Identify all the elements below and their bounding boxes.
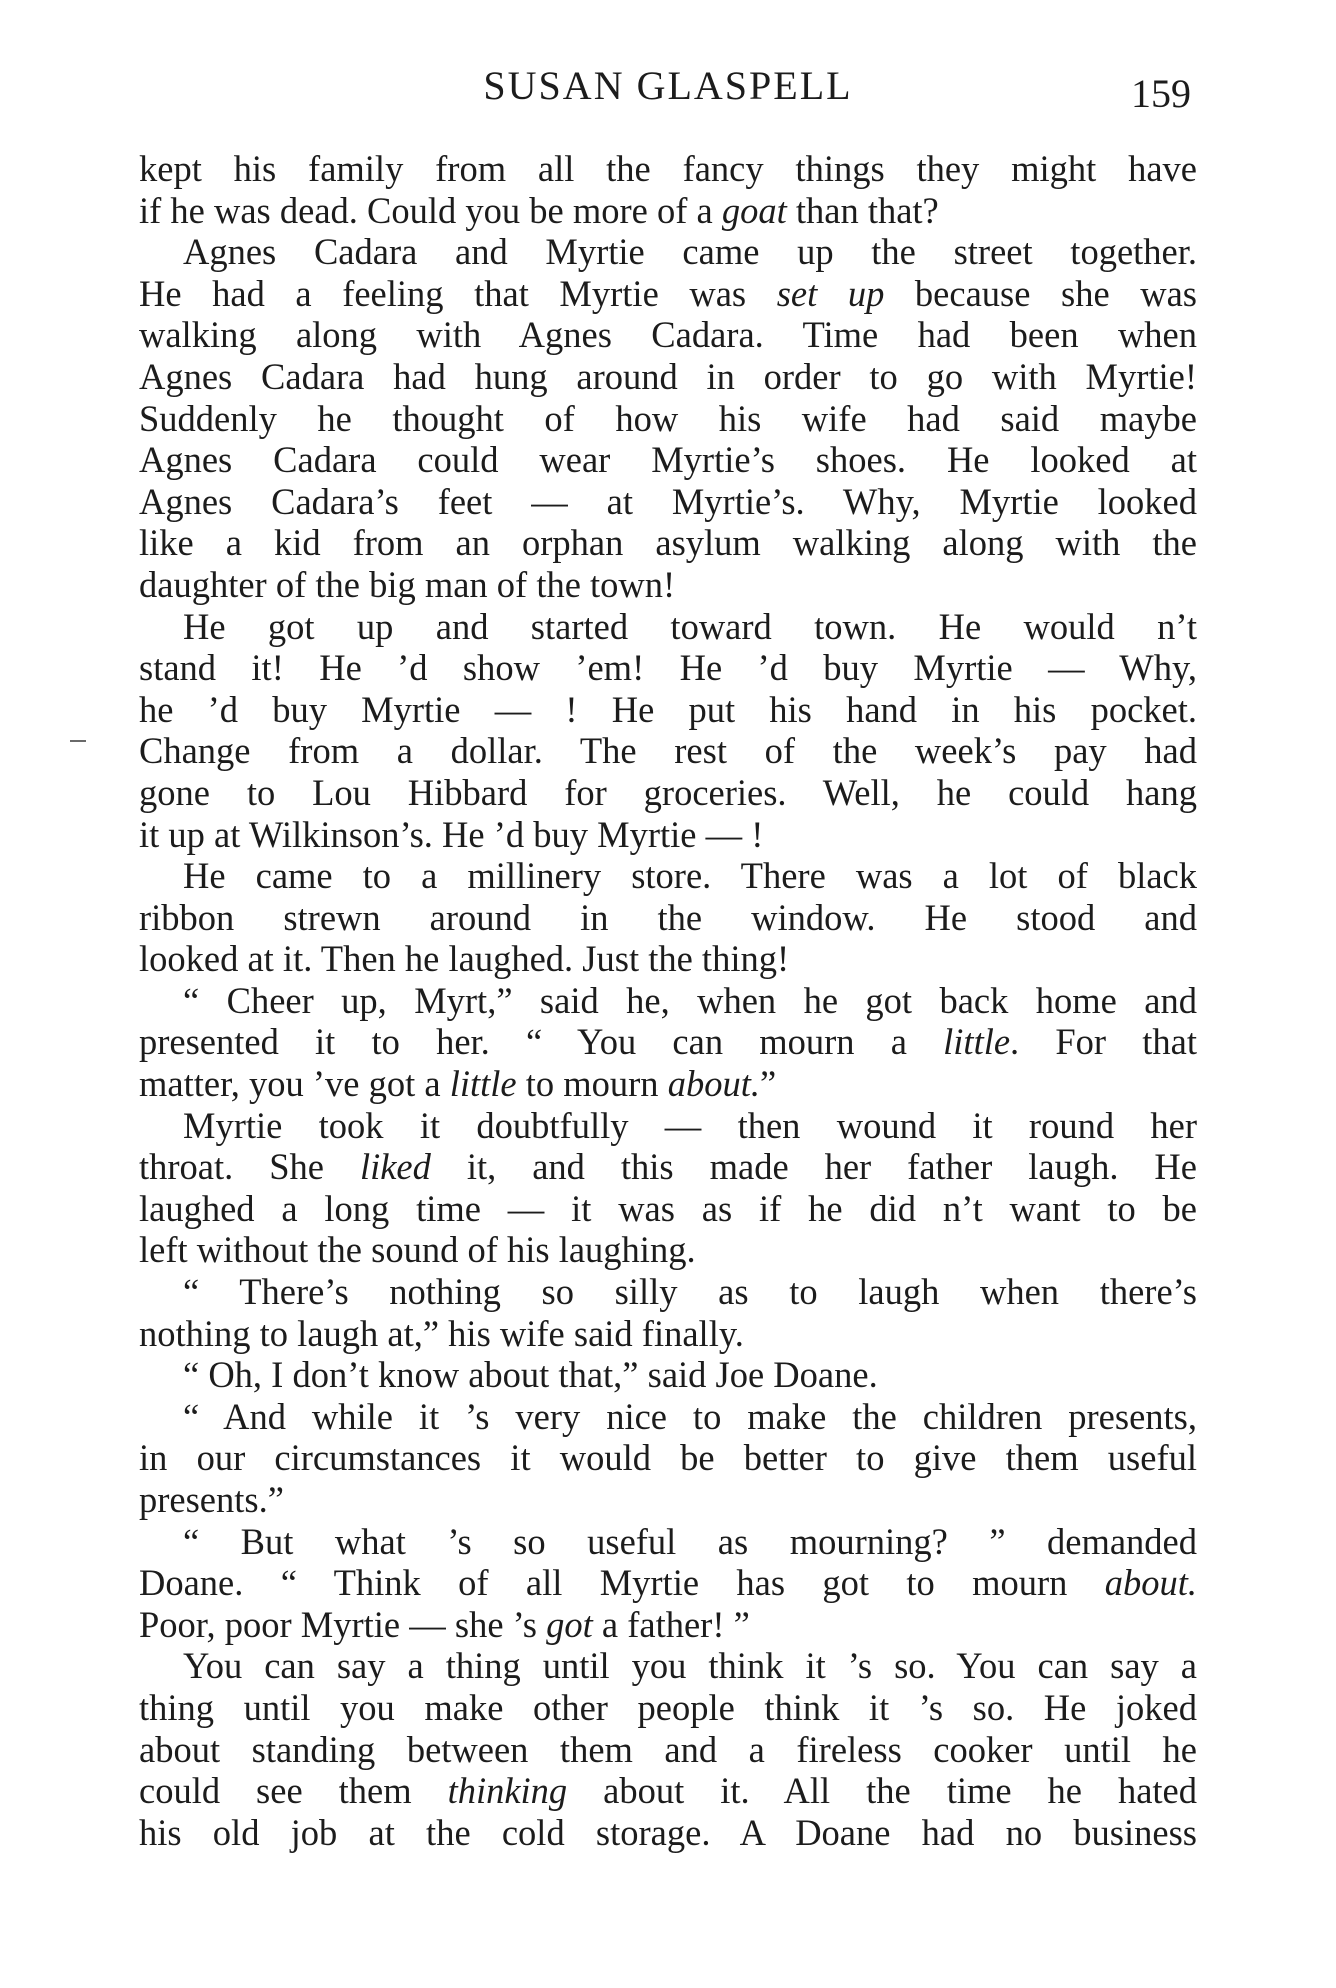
text-line: thing until you make other people think it ’s so. He joked bbox=[139, 1686, 1197, 1728]
text-line: presented it to her. “ You can mourn a little. For that bbox=[139, 1021, 1197, 1063]
text-line: Agnes Cadara and Myrtie came up the street together. bbox=[183, 231, 1197, 273]
text-line: he ’d buy Myrtie — ! He put his hand in his pocket. bbox=[139, 688, 1197, 730]
text-line: Poor, poor Myrtie — she ’s got a father! ” bbox=[139, 1603, 750, 1645]
text-line: like a kid from an orphan asylum walking along with the bbox=[139, 522, 1197, 564]
text-line: “ Cheer up, Myrt,” said he, when he got back home and bbox=[183, 979, 1197, 1021]
text-line: Suddenly he thought of how his wife had said maybe bbox=[139, 397, 1197, 439]
text-line: daughter of the big man of the town! bbox=[139, 563, 676, 605]
text-line: He had a feeling that Myrtie was set up because she was bbox=[139, 272, 1198, 314]
text-line: Myrtie took it doubtfully — then wound it round her bbox=[183, 1104, 1197, 1146]
text-line: left without the sound of his laughing. bbox=[139, 1229, 696, 1271]
text-line: “ And while it ’s very nice to make the children presents, bbox=[183, 1395, 1197, 1437]
text-line: Change from a dollar. The rest of the week’s pay had bbox=[139, 730, 1197, 772]
text-line: walking along with Agnes Cadara. Time had been when bbox=[139, 314, 1197, 356]
text-line: “ There’s nothing so silly as to laugh when there’s bbox=[183, 1271, 1197, 1313]
text-line: ribbon strewn around in the window. He stood and bbox=[139, 896, 1197, 938]
text-line: his old job at the cold storage. A Doane had no business bbox=[139, 1811, 1197, 1853]
margin-mark bbox=[70, 740, 86, 742]
text-line: Agnes Cadara had hung around in order to go with Myrtie! bbox=[139, 355, 1197, 397]
text-line: Doane. “ Think of all Myrtie has got to mourn about. bbox=[139, 1562, 1197, 1604]
text-line: looked at it. Then he laughed. Just the thing! bbox=[139, 938, 790, 980]
text-line: You can say a thing until you think it ’s so. You can say a bbox=[183, 1645, 1197, 1687]
text-line: gone to Lou Hibbard for groceries. Well, he could hang bbox=[139, 771, 1197, 813]
text-line: He got up and started toward town. He would n’t bbox=[183, 605, 1197, 647]
text-line: “ But what ’s so useful as mourning? ” demanded bbox=[183, 1520, 1197, 1562]
text-line: Agnes Cadara could wear Myrtie’s shoes. He looked at bbox=[139, 439, 1197, 481]
text-line: Agnes Cadara’s feet — at Myrtie’s. Why, Myrtie looked bbox=[139, 480, 1197, 522]
text-line: throat. She liked it, and this made her father laugh. He bbox=[139, 1146, 1197, 1188]
text-line: matter, you ’ve got a little to mourn about.” bbox=[139, 1063, 777, 1105]
text-line: “ Oh, I don’t know about that,” said Joe Doane. bbox=[183, 1354, 878, 1396]
text-line: He came to a millinery store. There was a lot of black bbox=[183, 855, 1197, 897]
text-line: presents.” bbox=[139, 1479, 284, 1520]
page-number: 159 bbox=[1131, 71, 1191, 116]
text-line: it up at Wilkinson’s. He ’d buy Myrtie — ! bbox=[139, 813, 764, 855]
running-title: SUSAN GLASPELL bbox=[483, 63, 853, 108]
text-line: about standing between them and a fireless cooker until he bbox=[139, 1728, 1197, 1770]
text-line: in our circumstances it would be better to give them useful bbox=[139, 1437, 1197, 1479]
text-line: if he was dead. Could you be more of a goat than that? bbox=[139, 189, 939, 231]
text-line: stand it! He ’d show ’em! He ’d buy Myrtie — Why, bbox=[139, 647, 1197, 689]
body-text bbox=[139, 148, 1197, 1853]
text-line: kept his family from all the fancy things they might have bbox=[139, 148, 1197, 189]
text-line: could see them thinking about it. All the time he hated bbox=[139, 1770, 1197, 1812]
text-line: nothing to laugh at,” his wife said finally. bbox=[139, 1312, 744, 1354]
running-head bbox=[139, 62, 1197, 122]
text-line: laughed a long time — it was as if he did n’t want to be bbox=[139, 1187, 1197, 1229]
